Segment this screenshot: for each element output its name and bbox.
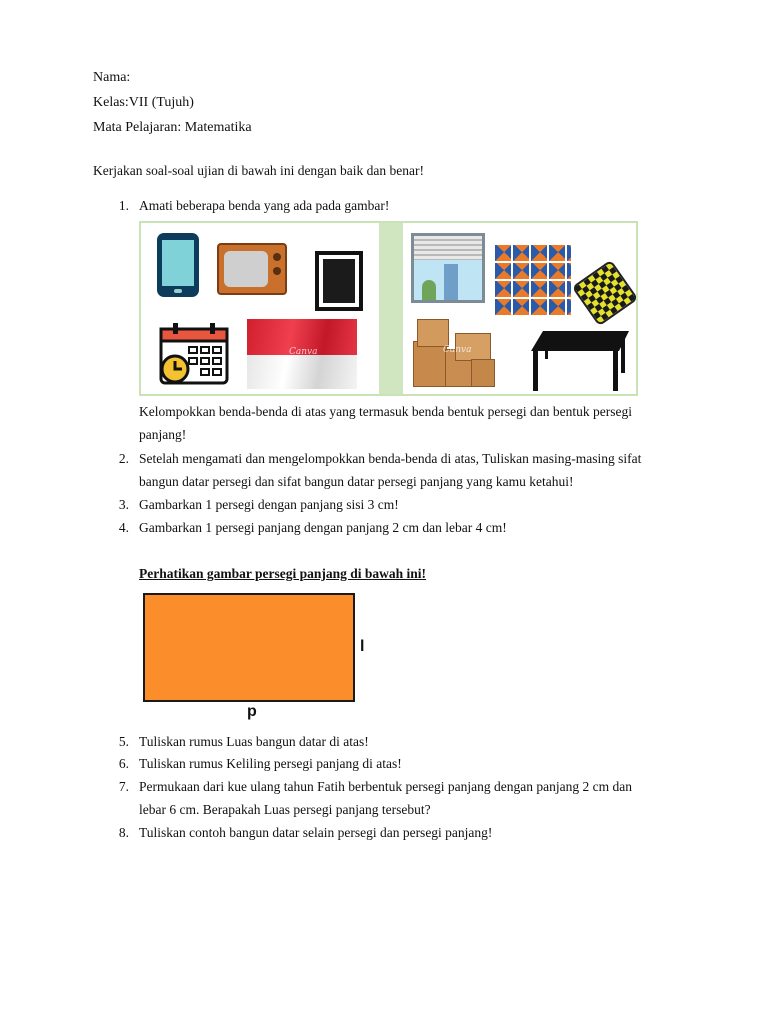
watermark-text: Canva bbox=[289, 347, 318, 357]
collage-divider bbox=[379, 223, 403, 394]
television-icon bbox=[217, 243, 287, 295]
length-side-label: p bbox=[247, 703, 257, 720]
question-text: Tuliskan contoh bangun datar selain persegi dan persegi panjang! bbox=[139, 825, 493, 840]
object-collage-image bbox=[139, 221, 638, 396]
question-text: Gambarkan 1 persegi dengan panjang sisi 3 cm! bbox=[139, 497, 399, 512]
question-number: 7. bbox=[118, 779, 129, 794]
width-side-label: l bbox=[360, 638, 365, 655]
tablet-icon bbox=[157, 233, 199, 297]
question-1-followup-line2: panjang! bbox=[139, 427, 187, 442]
question-7-line2: lebar 6 cm. Berapakah Luas persegi panjang tersebut? bbox=[139, 802, 431, 817]
question-text-line1: Setelah mengamati dan mengelompokkan benda-benda di atas, Tuliskan masing-masing sifat bbox=[139, 451, 642, 466]
question-number: 1. bbox=[118, 198, 129, 213]
question-number: 6. bbox=[118, 756, 129, 771]
name-label: Nama: bbox=[93, 70, 131, 85]
window-blinds-image bbox=[411, 233, 485, 303]
checkered-cushion-image bbox=[572, 260, 638, 327]
subject-label: Mata Pelajaran: Matematika bbox=[93, 120, 252, 135]
question-number: 2. bbox=[118, 451, 129, 466]
question-text-line1: Permukaan dari kue ulang tahun Fatih berbentuk persegi panjang dengan panjang 2 cm dan bbox=[139, 779, 632, 794]
question-2-line2: bangun datar persegi dan sifat bangun datar persegi panjang yang kamu ketahui! bbox=[139, 474, 574, 489]
question-number: 4. bbox=[118, 520, 129, 535]
class-label: Kelas:VII (Tujuh) bbox=[93, 95, 194, 110]
indonesian-flag-image bbox=[247, 319, 357, 389]
instruction-text: Kerjakan soal-soal ujian di bawah ini dengan baik dan benar! bbox=[93, 163, 425, 178]
question-number: 8. bbox=[118, 825, 129, 840]
question-1-followup-line1: Kelompokkan benda-benda di atas yang termasuk benda bentuk persegi dan bentuk persegi bbox=[139, 404, 632, 419]
question-number: 5. bbox=[118, 734, 129, 749]
picture-frame-icon bbox=[315, 251, 363, 311]
question-text: Tuliskan rumus Luas bangun datar di atas! bbox=[139, 734, 369, 749]
calendar-icon bbox=[159, 321, 229, 385]
question-text: Tuliskan rumus Keliling persegi panjang di atas! bbox=[139, 756, 402, 771]
cardboard-boxes-image bbox=[409, 319, 495, 389]
question-text: Gambarkan 1 persegi panjang dengan panjang 2 cm dan lebar 4 cm! bbox=[139, 520, 507, 535]
question-number: 3. bbox=[118, 497, 129, 512]
figure-heading: Perhatikan gambar persegi panjang di bawah ini! bbox=[139, 566, 427, 581]
orange-rectangle-figure bbox=[143, 593, 355, 702]
watermark-text: Canva bbox=[443, 345, 472, 355]
question-text: Amati beberapa benda yang ada pada gambar! bbox=[139, 198, 390, 213]
table-image bbox=[529, 327, 631, 393]
tile-pattern-image bbox=[495, 243, 571, 315]
